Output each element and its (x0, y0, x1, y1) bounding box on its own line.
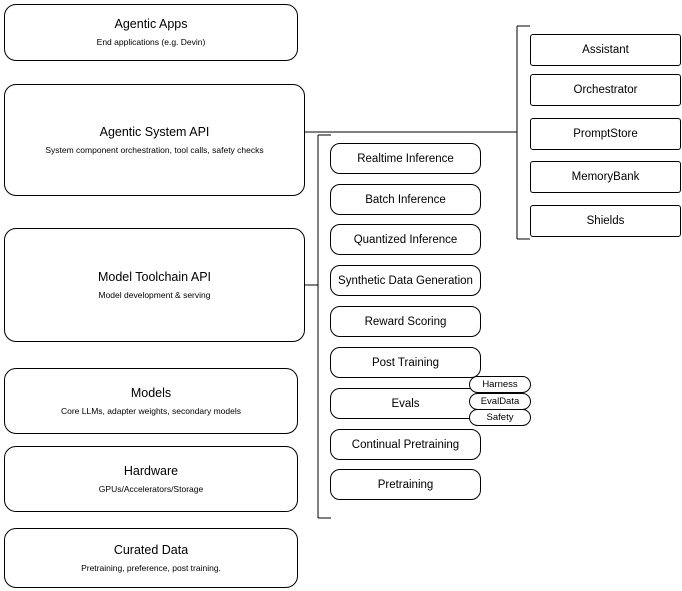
layer-model-toolchain-api[interactable] (4, 228, 305, 342)
layer-title: Models (130, 385, 172, 400)
layer-title: Agentic Apps (114, 17, 188, 31)
eval-pill-safety[interactable] (469, 409, 531, 426)
component-realtime-inference[interactable] (330, 143, 481, 174)
layer-subtitle: Pretraining, preference, post training. (81, 562, 221, 573)
layer-agentic-system-api[interactable] (4, 84, 305, 196)
component-label: MemoryBank (571, 171, 640, 183)
component-label: Shields (586, 215, 625, 227)
component-pretraining[interactable] (330, 469, 481, 500)
layer-title: Hardware (123, 463, 179, 478)
component-promptstore[interactable] (530, 118, 681, 150)
component-memorybank[interactable] (530, 161, 681, 193)
eval-pill-evaldata[interactable] (469, 393, 531, 410)
eval-pill-label: Harness (482, 379, 518, 390)
eval-pill-label: Safety (486, 412, 514, 423)
layer-models[interactable] (4, 368, 298, 434)
component-orchestrator[interactable] (530, 74, 681, 106)
component-synthetic-data-generation[interactable] (330, 265, 481, 296)
component-batch-inference[interactable] (330, 184, 481, 215)
component-label: Reward Scoring (364, 315, 447, 328)
component-label: Evals (391, 397, 420, 410)
component-evals[interactable] (330, 388, 481, 419)
component-label: Batch Inference (365, 193, 446, 206)
layer-subtitle: GPUs/Accelerators/Storage (98, 483, 204, 494)
component-label: Orchestrator (573, 84, 638, 96)
component-post-training[interactable] (330, 347, 481, 378)
component-label: Post Training (371, 356, 440, 369)
component-label: PromptStore (573, 128, 638, 140)
component-label: Realtime Inference (357, 152, 454, 165)
eval-pill-harness[interactable] (469, 376, 531, 393)
component-label: Quantized Inference (353, 233, 458, 246)
layer-hardware[interactable] (4, 446, 298, 512)
component-shields[interactable] (530, 205, 681, 237)
component-label: Pretraining (377, 478, 434, 491)
component-label: Assistant (582, 44, 629, 56)
layer-agentic-apps[interactable] (4, 4, 298, 61)
layer-subtitle: Model development & serving (98, 289, 211, 300)
layer-subtitle: System component orchestration, tool calls, safety checks (45, 144, 264, 155)
layer-subtitle: Core LLMs, adapter weights, secondary models (60, 405, 241, 416)
component-continual-pretraining[interactable] (330, 429, 481, 460)
component-label: Synthetic Data Generation (338, 274, 473, 287)
layer-title: Curated Data (113, 542, 189, 557)
component-label: Continual Pretraining (351, 438, 460, 451)
eval-pill-label: EvalData (480, 396, 520, 407)
layer-title: Model Toolchain API (97, 269, 212, 284)
component-quantized-inference[interactable] (330, 224, 481, 255)
component-assistant[interactable] (530, 34, 681, 66)
layer-title: Agentic System API (99, 124, 210, 139)
layer-subtitle: End applications (e.g. Devin) (96, 37, 206, 47)
component-reward-scoring[interactable] (330, 306, 481, 337)
layer-curated-data[interactable] (4, 528, 298, 588)
